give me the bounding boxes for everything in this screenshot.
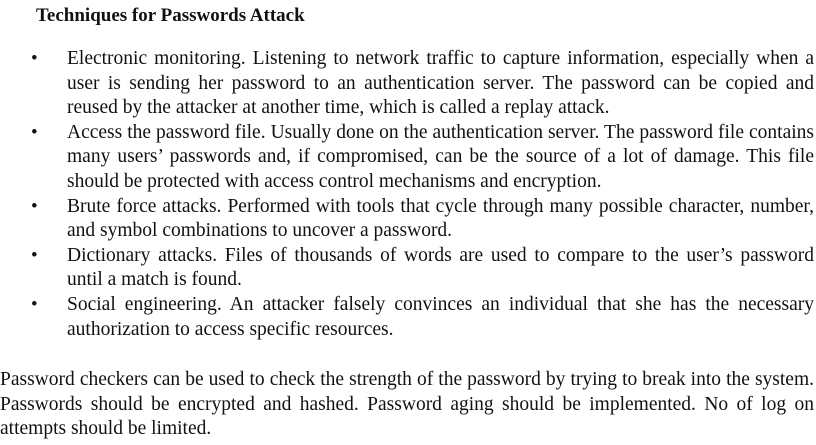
bullet-marker: • xyxy=(31,121,38,143)
bullet-marker: • xyxy=(31,244,38,266)
bullet-item-social-engineering xyxy=(0,293,816,342)
bullet-text: Brute force attacks. Performed with tools that cycle through many possible character, number, and symbol combinations to uncover a password. xyxy=(67,195,814,242)
bullet-text: Electronic monitoring. Listening to network traffic to capture information, especially when a user is sending her password to an authentication server. The password can be copied and reused by the attacker at another time, which is called a replay attack. xyxy=(67,48,814,119)
bullet-marker: • xyxy=(31,48,38,69)
bullet-marker: • xyxy=(31,195,38,217)
bullet-item-password-file xyxy=(0,121,816,195)
bullet-item-electronic-monitoring xyxy=(0,47,816,121)
section-heading: Techniques for Passwords Attack xyxy=(36,5,305,26)
closing-paragraph: Password checkers can be used to check the strength of the password by trying to break into the system. Passwords should be encrypted and hashed. Password aging should be implemented. No of log on attempts should be limited. xyxy=(0,369,814,440)
bullet-marker: • xyxy=(31,293,38,315)
bullet-item-brute-force xyxy=(0,195,816,244)
bullet-item-dictionary-attacks xyxy=(0,244,816,293)
bullet-text: Dictionary attacks. Files of thousands of words are used to compare to the user’s password until a match is found. xyxy=(67,244,814,291)
bullet-text: Access the password file. Usually done on the authentication server. The password file contains many users’ passwords and, if compromised, can be the source of a lot of damage. This file should be protected with access control mechanisms and encryption. xyxy=(67,121,814,192)
bullet-text: Social engineering. An attacker falsely convinces an individual that she has the necessary authorization to access specific resources. xyxy=(67,293,814,340)
attack-techniques-list xyxy=(0,47,816,342)
